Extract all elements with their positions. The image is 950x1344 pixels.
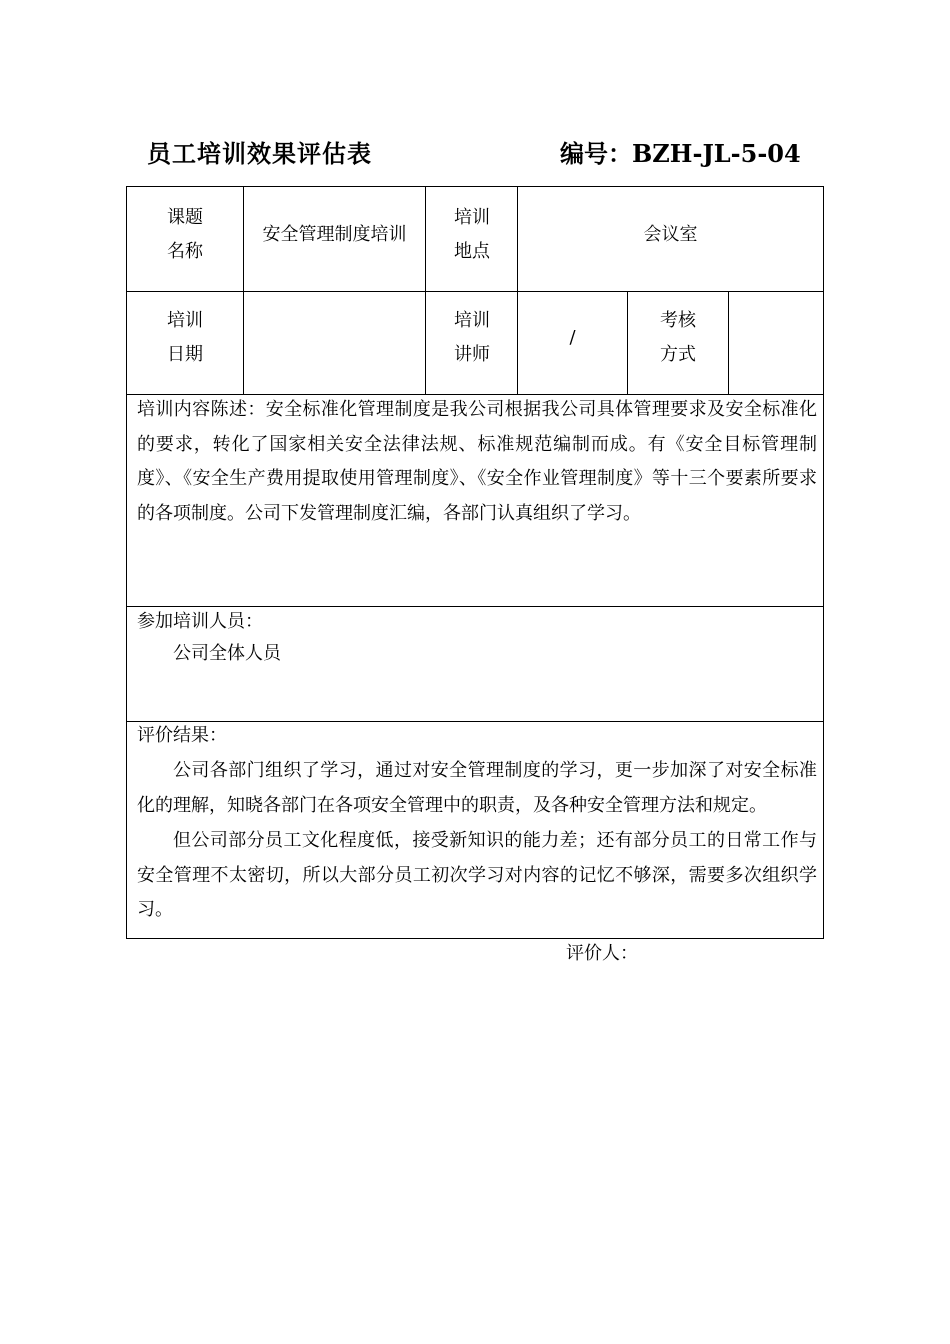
column-divider <box>627 291 628 394</box>
evaluator-label: 评价人： <box>566 943 638 964</box>
participants-value: 公司全体人员 <box>173 643 281 664</box>
evaluation-paragraph-2: 但公司部分员工文化程度低，接受新知识的能力差；还有部分员工的日常工作与安全管理不太密切，所以大部分员工初次学习对内容的记忆不够深，需要多次组织学习。 <box>137 830 817 920</box>
row-divider <box>127 291 823 292</box>
topic-label: 课题 名称 <box>167 207 203 262</box>
evaluation-paragraph-1: 公司各部门组织了学习，通过对安全管理制度的学习，更一步加深了对安全标准化的理解，知晓各部门在各项安全管理中的职责，及各种安全管理方法和规定。 <box>137 760 817 816</box>
evaluation-label: 评价结果： <box>137 725 227 746</box>
assessment-label: 考核 方式 <box>660 310 696 365</box>
location-label: 培训 地点 <box>454 207 490 262</box>
training-content: 培训内容陈述：安全标准化管理制度是我公司根据我公司具体管理要求及安全标准化的要求，转化了国家相关安全法律法规、标准规范编制而成。有《安全目标管理制度》、《安全生产费用提取使用管理制度》、《安全作业管理制度》等十三个要素所要求的各项制度。公司下发管理制度汇编，各部门认真组织了学习。 <box>137 399 817 524</box>
lecturer-value: / <box>569 327 576 348</box>
topic-value: 安全管理制度培训 <box>262 224 407 245</box>
evaluation-form-table <box>126 186 824 939</box>
column-divider <box>728 291 729 394</box>
date-label: 培训 日期 <box>167 310 203 365</box>
location-value: 会议室 <box>643 224 698 245</box>
lecturer-label: 培训 讲师 <box>454 310 490 365</box>
form-code: 编号：BZH-JL-5-04 <box>560 139 801 168</box>
form-title: 员工培训效果评估表 <box>147 139 372 168</box>
participants-label: 参加培训人员： <box>137 611 263 632</box>
